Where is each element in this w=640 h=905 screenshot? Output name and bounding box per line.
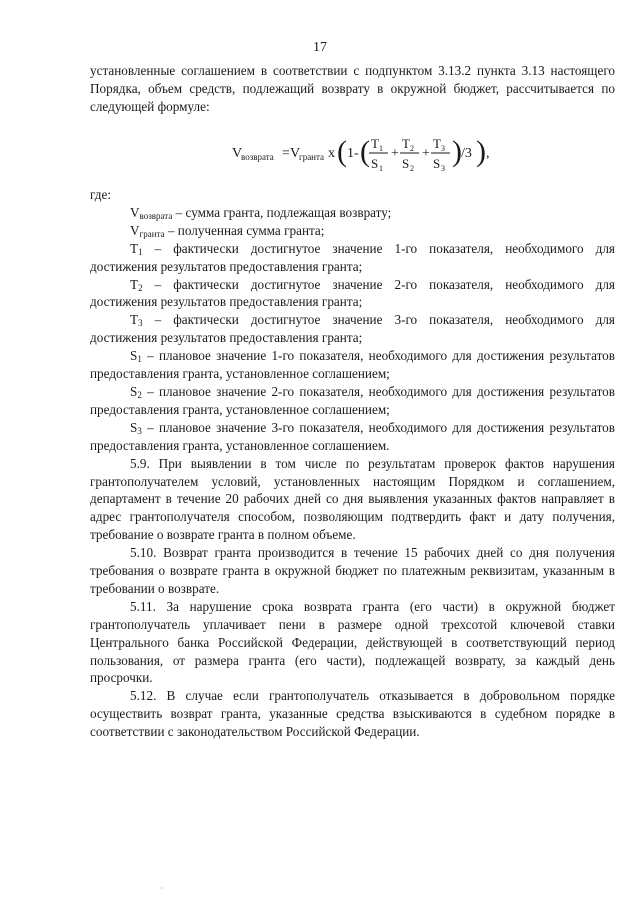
definition-symbol: V [130,222,140,238]
formula-v-sub: гранта [299,152,325,162]
formula-t3-sub: 3 [441,144,445,153]
formula-s3: S [433,156,441,171]
formula-t3: T [433,136,441,151]
formula-t1-sub: 1 [379,144,383,153]
definition-item [90,311,615,347]
definition-subscript: 2 [137,389,142,400]
formula-plus2: + [422,146,430,161]
formula-eq: = [282,146,290,161]
scan-dot: · [160,884,163,893]
definition-subscript: 3 [137,425,142,436]
formula-times: x [328,146,335,161]
definition-text: – сумма гранта, подлежащая возврату; [172,204,392,220]
definition-subscript: 2 [138,282,143,293]
formula-s2-sub: 2 [410,164,414,173]
definition-subscript: 1 [137,354,142,365]
definition-subscript: 1 [138,246,143,257]
formula-s1-sub: 1 [379,164,383,173]
section-paragraph: 5.9. При выявлении в том числе по результатам проверок фактов нарушения грантополучателем условий, установленных настоящим Порядком и соглашением, департамент в течение 20 рабочих дней со дня выявления указанных фактов направляет в адрес грантополучателя способом, позволяющим подтвердить факт и дату получения, требование о возврате гранта в полном объеме. [90,455,615,543]
where-label: где: [90,187,111,202]
definition-symbol: T [130,240,139,256]
formula-t1: T [371,136,379,151]
definition-item [90,222,615,240]
definition-text: – фактически достигнутое значение 1-го показателя, необходимого для достижения результатов предоставления гранта; [90,240,615,274]
formula-comma: , [486,146,490,161]
definition-text: – плановое значение 1-го показателя, необходимого для достижения результатов предоставления гранта, установленное соглашением; [90,348,615,382]
definition-text: – фактически достигнутое значение 3-го показателя, необходимого для достижения результатов предоставления гранта; [90,312,615,346]
formula-paren-close: ) [476,135,486,168]
refund-formula [0,128,640,178]
definition-symbol: V [130,204,140,220]
definition-item [90,419,615,455]
definition-text: – плановое значение 2-го показателя, необходимого для достижения результатов предоставления гранта, установленное соглашением; [90,383,615,417]
definition-item [90,347,615,383]
formula-div3: /3 [461,146,472,161]
formula-t2: T [402,136,410,151]
formula-paren-open: ( [337,135,347,168]
formula-plus1: + [391,146,399,161]
formula-paren2-close: ) [452,135,462,168]
definition-symbol: S [130,419,138,435]
section-paragraph: 5.12. В случае если грантополучатель отказывается в добровольном порядке осуществить возврат гранта, указанные средства взыскиваются в судебном порядке в соответствии с законодательством Российской Федерации. [90,688,615,740]
definitions-block [90,186,615,741]
definition-text: – плановое значение 3-го показателя, необходимого для достижения результатов предоставления гранта, установленное соглашением. [90,419,615,453]
definition-subscript: 3 [138,318,143,329]
definition-item [90,276,615,312]
section-paragraph: 5.10. Возврат гранта производится в течение 15 рабочих дней со дня получения требования о возврате гранта в окружной бюджет по платежным реквизитам, указанным в требовании о возврате. [90,545,615,596]
formula-lhs: V [232,146,243,161]
definition-subscript: возврата [139,210,173,221]
definition-symbol: S [130,348,138,364]
definition-symbol: T [130,276,139,292]
definition-subscript: гранта [139,228,165,239]
formula-s1: S [371,156,379,171]
formula-one-minus: 1- [347,146,359,161]
definition-text: – полученная сумма гранта; [164,222,325,238]
formula-v: V [290,146,301,161]
intro-text: установленные соглашением в соответствии с подпунктом 3.13.2 пункта 3.13 настоящего Порядка, объем средств, подлежащий возврату в окружной бюджет, рассчитывается по следующей формуле: [90,63,615,114]
definitions-list [90,204,615,455]
intro-paragraph [90,62,615,116]
definition-symbol: T [130,312,139,328]
definition-text: – фактически достигнутое значение 2-го показателя, необходимого для достижения результатов предоставления гранта; [90,276,615,310]
paragraphs-list [90,455,615,742]
formula-s3-sub: 3 [441,164,445,173]
definition-symbol: S [130,383,138,399]
definition-item [90,204,615,222]
definition-item [90,240,615,276]
definition-item [90,383,615,419]
formula-t2-sub: 2 [410,144,414,153]
formula-svg [0,128,640,178]
formula-s2: S [402,156,410,171]
page-number: 17 [313,40,327,55]
formula-paren2-open: ( [360,135,370,168]
formula-lhs-sub: возврата [241,152,274,162]
section-paragraph: 5.11. За нарушение срока возврата гранта (его части) в окружной бюджет грантополучатель уплачивает пени в размере одной трехсотой ключевой ставки Центрального банка Российской Федерации, действующей в соответствующий период пользования, от размера гранта (его части), подлежащей возврату, за каждый день просрочки. [90,598,615,686]
